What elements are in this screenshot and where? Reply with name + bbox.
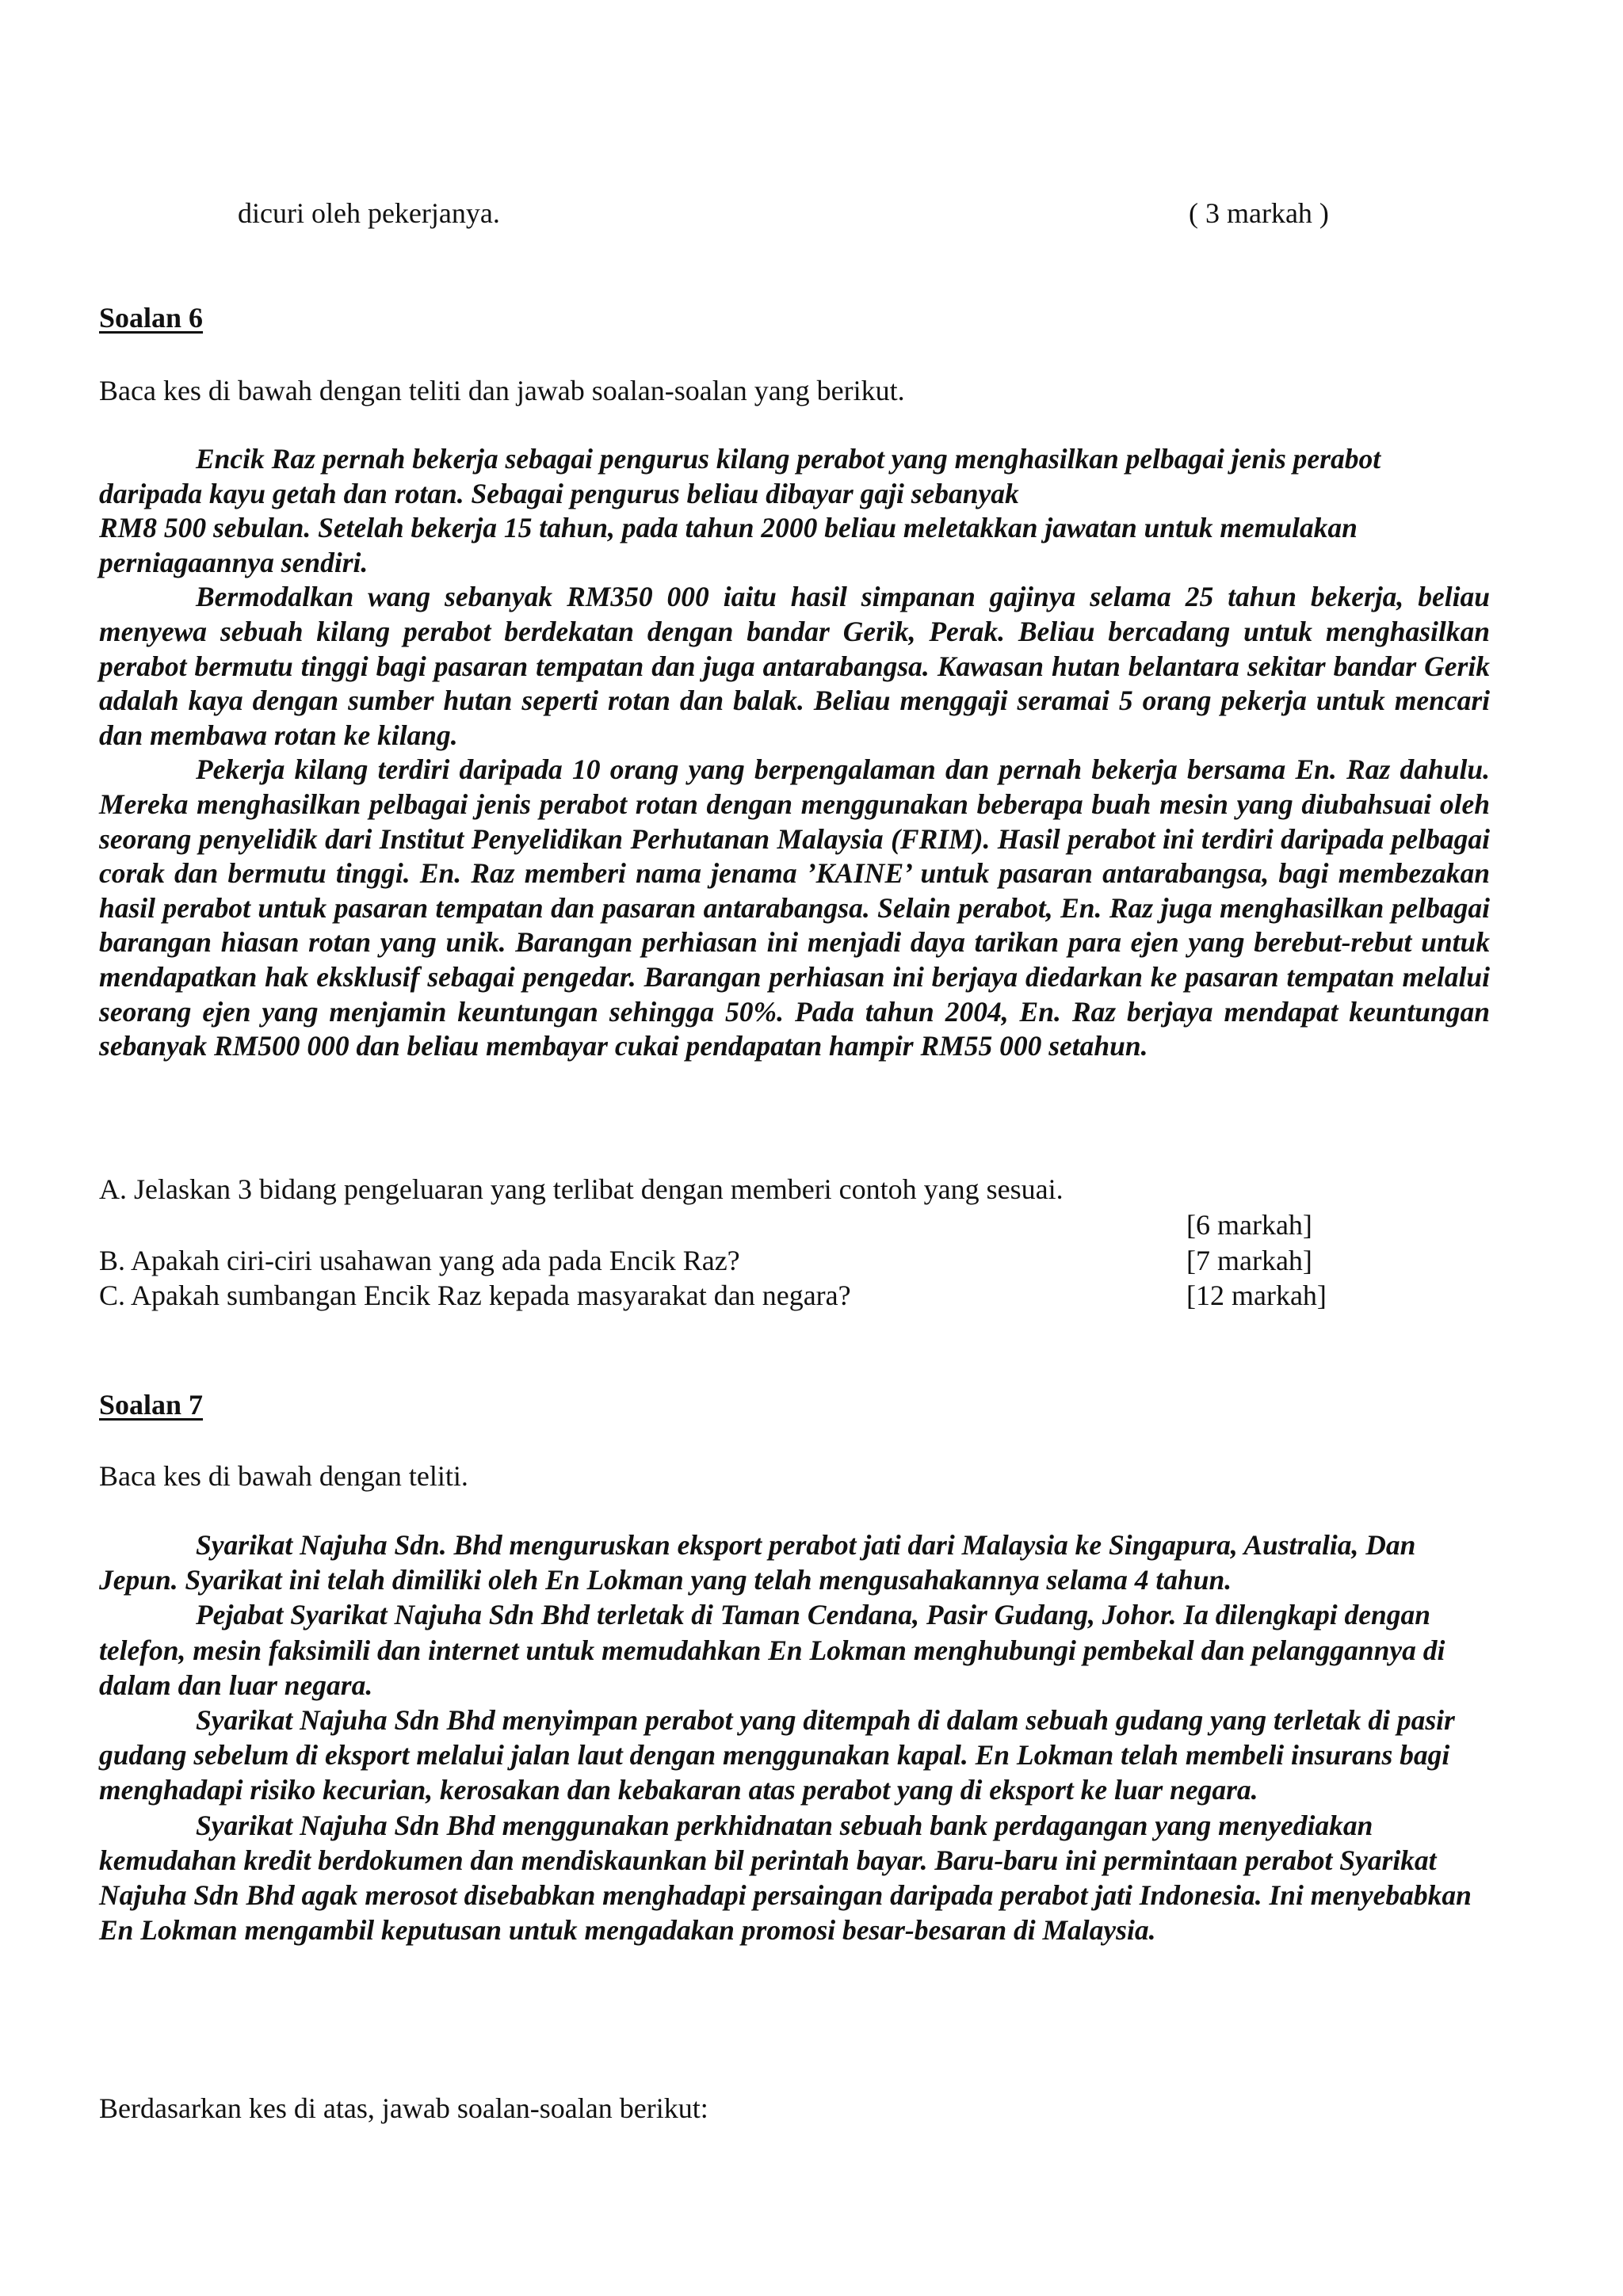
soalan-7-heading: Soalan 7 [99,1389,204,1421]
case-paragraph: Syarikat Najuha Sdn. Bhd menguruskan eksport perabot jati dari Malaysia ke Singapura, Australia, Dan Jepun. Syarikat ini telah dimiliki oleh En Lokman yang telah mengusahakannya selama 4 tahun. [99,1529,1416,1596]
soalan-6-heading: Soalan 6 [99,302,204,334]
case-paragraph: Pejabat Syarikat Najuha Sdn Bhd terletak di Taman Cendana, Pasir Gudang, Johor. Ia dilengkapi dengan telefon, mesin faksimili dan internet untuk memudahkan En Lokman menghubungi pembekal dan pelanggannya di dalam dan luar negara. [99,1599,1445,1701]
soalan-7-instruction: Baca kes di bawah dengan teliti. [99,1460,468,1492]
case-paragraph: RM8 500 sebulan. Setelah bekerja 15 tahun, pada tahun 2000 beliau meletakkan jawatan untuk memulakan perniagaannya sendiri. [99,512,1358,578]
case-paragraph: Encik Raz pernah bekerja sebagai pengurus kilang perabot yang menghasilkan pelbagai jenis perabot daripada kayu getah dan rotan. Sebagai pengurus beliau dibayar gaji sebanyak [99,443,1381,509]
soalan-6-instruction: Baca kes di bawah dengan teliti dan jawab soalan-soalan yang berikut. [99,375,905,406]
case-paragraph: Bermodalkan wang sebanyak RM350 000 iaitu hasil simpanan gajinya selama 25 tahun bekerja, beliau menyewa sebuah kilang perabot berdekatan dengan bandar Gerik, Perak. Beliau bercadang untuk menghasilkan perabot bermutu tinggi bagi pasaran tempatan dan juga antarabangsa. Kawasan hutan belantara sekitar bandar Gerik adalah kaya dengan sumber hutan seperti rotan dan balak. Beliau menggaji seramai 5 orang pekerja untuk mencari dan membawa rotan ke kilang. [99,581,1490,751]
question-b-marks: [7 markah] [1186,1245,1312,1276]
case-paragraph: Pekerja kilang terdiri daripada 10 orang yang berpengalaman dan pernah bekerja bersama En. Raz dahulu. Mereka menghasilkan pelbagai jenis perabot rotan dengan menggunakan beberapa buah mesin yang diubahsuai oleh seorang penyelidik dari Institut Penyelidikan Perhutanan Malaysia (FRIM). Hasil perabot ini terdiri daripada pelbagai corak dan bermutu tinggi. En. Raz memberi nama jenama ’KAINE’ untuk pasaran antarabangsa, bagi membezakan hasil perabot untuk pasaran tempatan dan pasaran antarabangsa. Selain perabot, En. Raz juga menghasilkan pelbagai barangan hiasan rotan yang unik. Barangan perhiasan ini menjadi daya tarikan para ejen yang berebut-rebut untuk mendapatkan hak eksklusif sebagai pengedar. Barangan perhiasan ini berjaya diedarkan ke pasaran tempatan melalui seorang ejen yang menjamin keuntungan sehingga 50%. Pada tahun 2004, En. Raz berjaya mendapat keuntungan sebanyak RM500 000 dan beliau membayar cukai pendapatan hampir RM55 000 setahun. [99,753,1490,1062]
closing-instruction: Berdasarkan kes di atas, jawab soalan-soalan berikut: [99,2092,708,2124]
soalan-7-case-study [99,1527,1490,1947]
question-c: C. Apakah sumbangan Encik Raz kepada masyarakat dan negara? [99,1280,851,1311]
question-a-marks: [6 markah] [1186,1209,1312,1241]
question-a: A. Jelaskan 3 bidang pengeluaran yang terlibat dengan memberi contoh yang sesuai. [99,1173,1064,1205]
case-paragraph: Syarikat Najuha Sdn Bhd menggunakan perkhidnatan sebuah bank perdagangan yang menyediakan kemudahan kredit berdokumen dan mendiskaunkan bil perintah bayar. Baru-baru ini permintaan perabot Syarikat Najuha Sdn Bhd agak merosot disebabkan menghadapi persaingan daripada perabot jati Indonesia. Ini menyebabkan En Lokman mengambil keputusan untuk mengadakan promosi besar-besaran di Malaysia. [99,1809,1472,1947]
soalan-6-case-study [99,442,1490,1064]
question-b: B. Apakah ciri-ciri usahawan yang ada pada Encik Raz? [99,1245,740,1276]
continued-text: dicuri oleh pekerjanya. [238,197,500,229]
marks-label: ( 3 markah ) [1189,197,1329,229]
case-paragraph: Syarikat Najuha Sdn Bhd menyimpan perabot yang ditempah di dalam sebuah gudang yang terletak di pasir gudang sebelum di eksport melalui jalan laut dengan menggunakan kapal. En Lokman telah membeli insurans bagi menghadapi risiko kecurian, kerosakan dan kebakaran atas perabot yang di eksport ke luar negara. [99,1704,1455,1806]
question-c-marks: [12 markah] [1186,1280,1327,1311]
